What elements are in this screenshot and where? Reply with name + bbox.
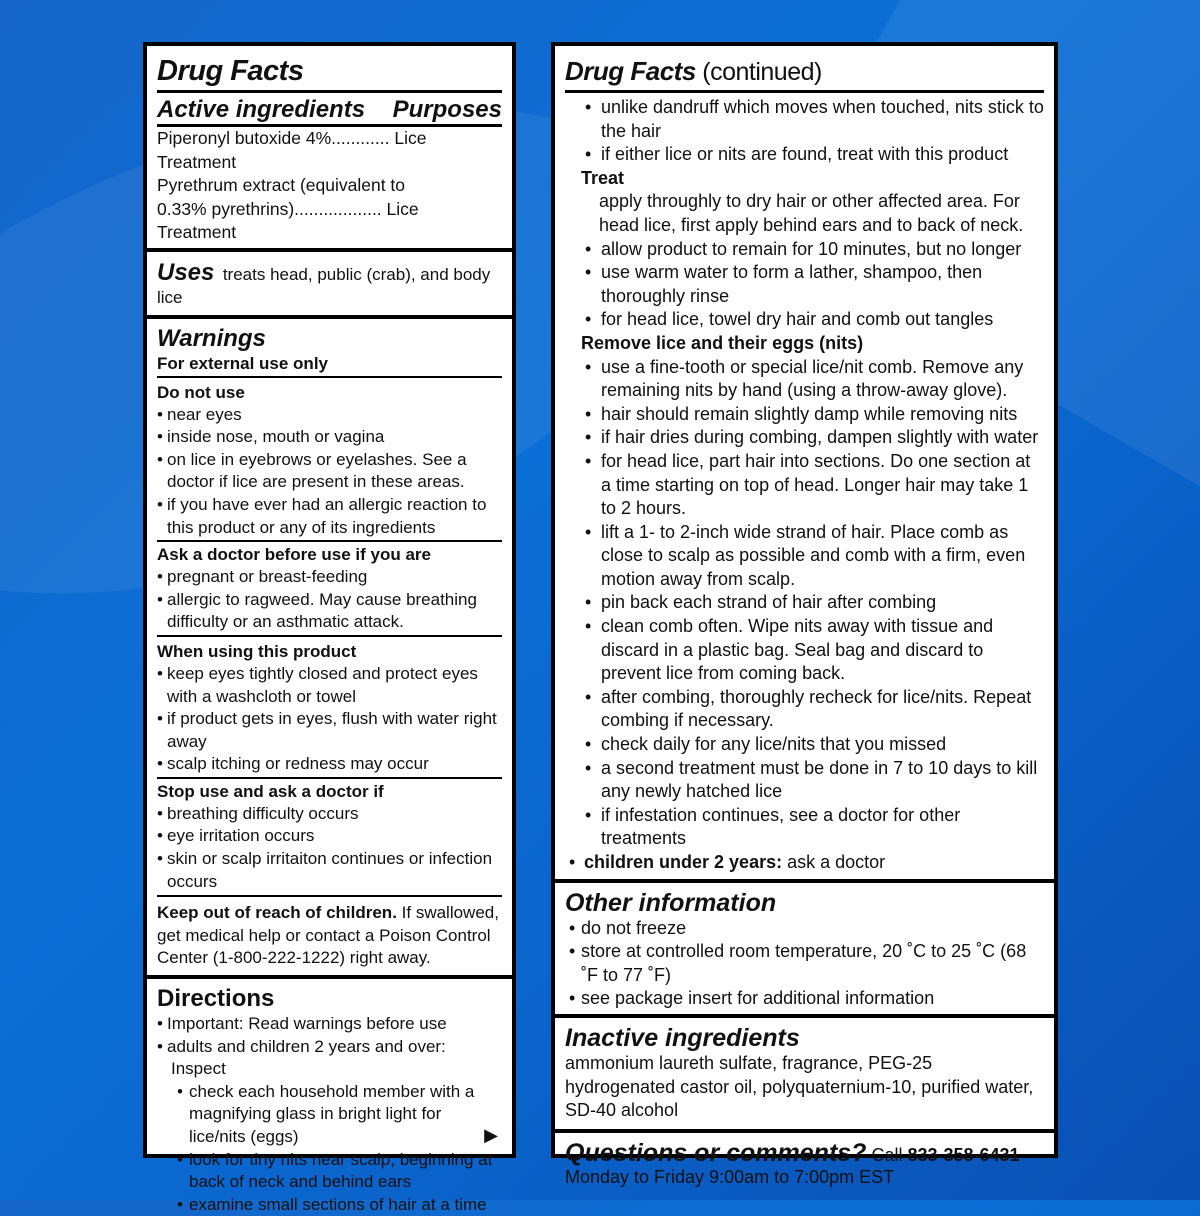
warnings-heading: Warnings: [157, 324, 266, 352]
list-item: • if you have ever had an allergic reaction to this product or any of its ingredients: [157, 494, 502, 539]
list-item: • do not freeze: [565, 917, 1044, 941]
other-information-section: [555, 883, 1054, 1018]
drug-facts-panel-right: [551, 42, 1058, 1188]
treat-heading: Treat: [581, 167, 625, 188]
ask-doctor-block: [157, 542, 502, 637]
list-item: • breathing difficulty occurs: [157, 803, 502, 826]
list-item: • see package insert for additional information: [565, 987, 1044, 1011]
list-item: • adults and children 2 years and over:: [157, 1036, 502, 1059]
directions-section: [147, 979, 512, 1216]
external-use-label: For external use only: [157, 353, 502, 378]
list-item: • allow product to remain for 10 minutes, but no longer: [565, 238, 1044, 262]
active-ingredients-section: [147, 46, 512, 252]
list-item: • store at controlled room temperature, 20 ˚C to 25 ˚C (68 ˚F to 77 ˚F): [565, 940, 1044, 987]
call-label: Call: [866, 1144, 908, 1165]
list-item: • if either lice or nits are found, treat with this product: [565, 143, 1044, 167]
keep-out-bold: Keep out of reach of children.: [157, 903, 397, 923]
list-item: • keep eyes tightly closed and protect eyes with a washcloth or towel: [157, 663, 502, 708]
drug-facts-panel-left: [143, 42, 516, 1214]
list-item: • pin back each strand of hair after combing: [565, 591, 1044, 615]
list-item: • unlike dandruff which moves when touched, nits stick to the hair: [565, 96, 1044, 143]
list-item: • check daily for any lice/nits that you missed: [565, 733, 1044, 757]
list-item: • look for tiny nits near scalp, beginning at back of neck and behind ears: [157, 1149, 502, 1194]
when-using-heading: When using this product: [157, 641, 357, 661]
list-item: • inside nose, mouth or vagina: [157, 426, 502, 449]
list-item: • for head lice, part hair into sections. Do one section at a time starting on top of head. Longer hair may take 1 to 2 hours.: [565, 450, 1044, 521]
ingredient-line: Piperonyl butoxide 4%............ Lice Treatment: [157, 128, 427, 172]
keep-out-text: If swallowed, get medical help or contact a Poison Control Center (1-800-222-1222) right away.: [157, 903, 499, 968]
list-item: • on lice in eyebrows or eyelashes. See a doctor if lice are present in these areas.: [157, 449, 502, 494]
questions-heading: Questions or comments?: [565, 1138, 867, 1167]
list-item: • near eyes: [157, 404, 502, 427]
list-item: • if product gets in eyes, flush with water right away: [157, 708, 502, 753]
list-item: • lift a 1- to 2-inch wide strand of hair. Place comb as close to scalp as possible and comb with a firm, even motion away from scalp.: [565, 521, 1044, 592]
children-under-2: [565, 851, 1044, 875]
hours-text: Monday to Friday 9:00am to 7:00pm EST: [565, 1167, 895, 1188]
inactive-ingredients-heading: Inactive ingredients: [565, 1023, 800, 1052]
children-text: ask a doctor: [782, 852, 886, 872]
list-item: • if infestation continues, see a doctor for other treatments: [565, 804, 1044, 851]
other-information-heading: Other information: [565, 888, 777, 917]
list-item: • use a fine-tooth or special lice/nit comb. Remove any remaining nits by hand (using a throw-away glove).: [565, 356, 1044, 403]
keep-out-of-reach: [157, 897, 502, 972]
do-not-use-block: [157, 378, 502, 543]
children-bold: children under 2 years:: [584, 852, 783, 872]
uses-text: treats head, public (crab), and body lice: [157, 264, 491, 307]
list-item: • Important: Read warnings before use: [157, 1013, 502, 1036]
list-item: • hair should remain slightly damp while removing nits: [565, 403, 1044, 427]
uses-section: [147, 252, 512, 319]
list-item: • allergic to ragweed. May cause breathing difficulty or an asthmatic attack.: [157, 589, 502, 634]
ingredient-line: 0.33% pyrethrins).................. Lice Treatment: [157, 198, 419, 243]
list-item: • scalp itching or redness may occur: [157, 753, 502, 776]
list-item: • check each household member with a magnifying glass in bright light for lice/nits (eggs): [157, 1081, 502, 1149]
ask-doctor-heading: Ask a doctor before use if you are: [157, 545, 431, 565]
inactive-ingredients-section: [555, 1018, 1054, 1133]
stop-use-heading: Stop use and ask a doctor if: [157, 781, 384, 801]
list-item: • examine small sections of hair at a time: [157, 1194, 502, 1216]
list-item: • pregnant or breast-feeding: [157, 566, 502, 589]
list-item: • eye irritation occurs: [157, 825, 502, 848]
list-item: • a second treatment must be done in 7 to 10 days to kill any newly hatched lice: [565, 757, 1044, 804]
uses-heading: Uses: [157, 258, 215, 286]
phone-number: 833-358-6431: [907, 1144, 1020, 1165]
continue-arrow-icon: ▶: [484, 1125, 498, 1145]
warnings-section: [147, 319, 512, 979]
list-item: • after combing, thoroughly recheck for lice/nits. Repeat combing if necessary.: [565, 686, 1044, 733]
list-item: • for head lice, towel dry hair and comb out tangles: [565, 308, 1044, 332]
active-ingredients-heading: Active ingredients: [157, 96, 366, 123]
list-item: • use warm water to form a lather, shampoo, then thoroughly rinse: [565, 261, 1044, 308]
continued-label: (continued): [695, 58, 822, 86]
ingredients-header-row: [157, 96, 502, 127]
directions-heading: Directions: [157, 985, 275, 1013]
ingredient-line: Pyrethrum extract (equivalent to: [157, 175, 406, 196]
questions-section: [555, 1133, 1054, 1195]
drug-facts-title: Drug Facts: [565, 56, 696, 86]
drug-facts-title: Drug Facts: [157, 54, 502, 93]
treat-intro: apply throughly to dry hair or other affected area. For head lice, first apply behind ears and to back of neck.: [599, 191, 1024, 235]
do-not-use-heading: Do not use: [157, 382, 245, 402]
purposes-heading: Purposes: [392, 96, 502, 123]
remove-lice-heading: Remove lice and their eggs (nits): [581, 332, 864, 353]
directions-continued-section: [555, 46, 1054, 883]
list-item: • if hair dries during combing, dampen slightly with water: [565, 426, 1044, 450]
when-using-block: [157, 637, 502, 779]
stop-use-block: [157, 779, 502, 897]
inspect-label: Inspect: [171, 1059, 226, 1079]
questions-line: [565, 1139, 1044, 1168]
list-item: • skin or scalp irritaiton continues or infection occurs: [157, 848, 502, 893]
list-item: • clean comb often. Wipe nits away with tissue and discard in a plastic bag. Seal bag and discard to prevent lice from coming back.: [565, 615, 1044, 686]
inactive-ingredients-text: ammonium laureth sulfate, fragrance, PEG-25 hydrogenated castor oil, polyquaternium-10, purified water, SD-40 alcohol: [565, 1052, 1034, 1121]
drug-facts-continued-title: [565, 54, 1044, 93]
